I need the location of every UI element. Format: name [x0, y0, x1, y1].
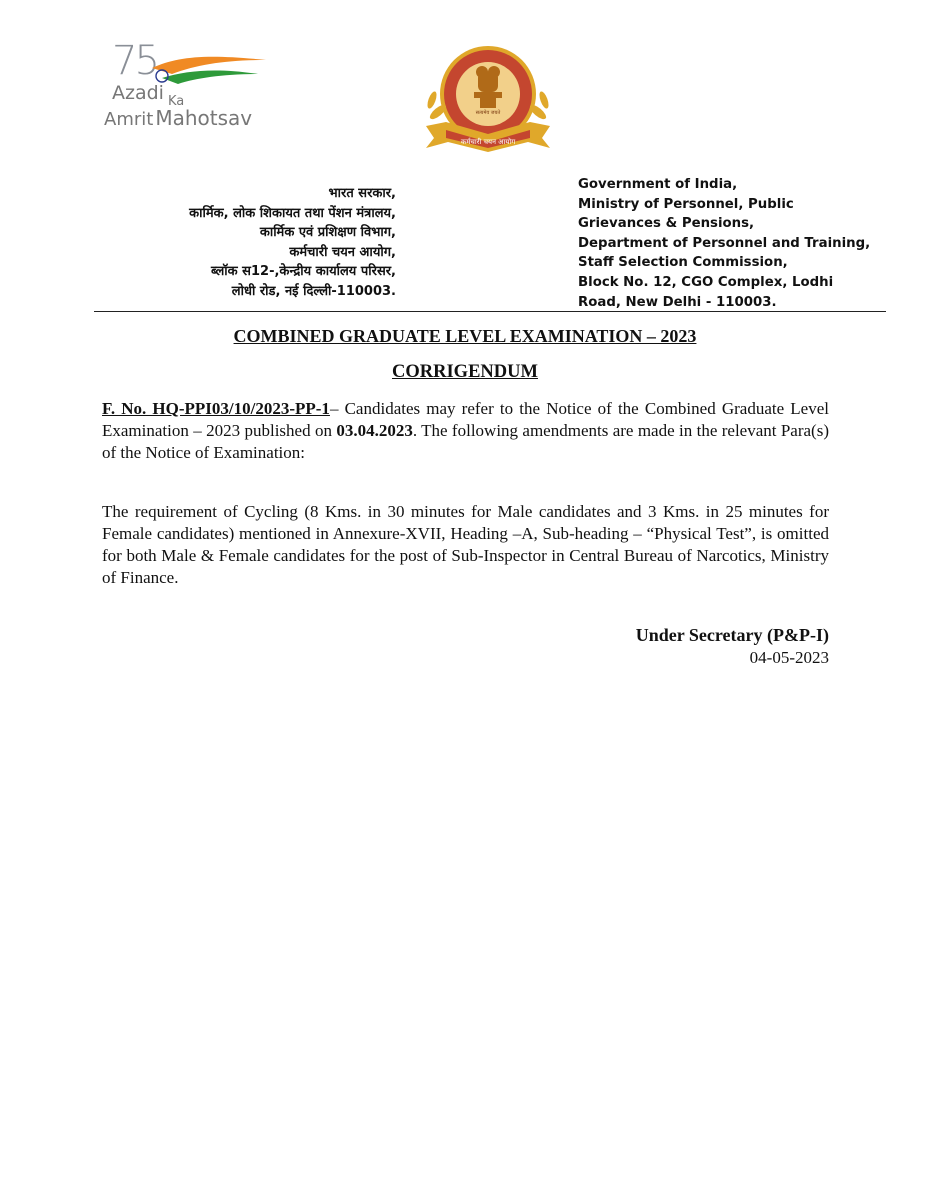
logo-text-line2: Amrit Mahotsav [104, 106, 253, 130]
english-line: Government of India, [578, 177, 738, 192]
hindi-line: ब्लॉक स12-,केन्द्रीय कार्यालय परिसर, [210, 264, 396, 279]
hindi-line: कार्मिक एवं प्रशिक्षण विभाग, [259, 225, 396, 240]
hindi-line: लोधी रोड, नई दिल्ली-110003. [231, 283, 396, 299]
signatory: Under Secretary (P&P-I) [635, 625, 829, 645]
logo-text-line1: Azadi $_{Ka}$ [112, 82, 185, 109]
english-line: Grievances & Pensions, [578, 216, 755, 232]
ssc-emblem-logo [418, 42, 558, 160]
english-line: Ministry of Personnel, Public [578, 196, 794, 212]
notice-date: 03.04.2023 [336, 421, 413, 440]
english-line: Staff Selection Commission, [578, 255, 788, 271]
intro-paragraph [102, 398, 829, 464]
amendment-paragraph: The requirement of Cycling (8 Kms. in 30 minutes for Male candidates and 3 Kms. in 25 minutes for Female candidates) mentioned in Annexure-XVII, Heading –A, Sub-heading – “Physical Test”, is omitted for both Male & Female candidates for the post of Sub-Inspector in Central Bureau of Narcotics, Ministry of Finance. [102, 502, 829, 587]
azadi-ka-amrit-mahotsav-logo [104, 38, 264, 133]
intro-text-2: . The following amendments are made in the relevant Para(s) of the Notice of Examination: [102, 421, 829, 462]
ssc-ribbon-text: कर्मचारी चयन आयोग [460, 138, 516, 146]
header-divider [94, 311, 886, 312]
signature-date: 04-05-2023 [749, 648, 829, 667]
english-line: Block No. 12, CGO Complex, Lodhi [578, 274, 834, 290]
english-line: Department of Personnel and Training, [578, 235, 871, 251]
english-address-block [578, 175, 898, 312]
logo-number: 75 [112, 38, 157, 84]
file-number: F. No. HQ-PPI03/10/2023-PP-1 [102, 399, 330, 418]
intro-text-1: – Candidates may refer to the Notice of the Combined Graduate Level Examination – 2023 published on [102, 399, 829, 440]
svg-text:सत्यमेव जयते: सत्यमेव जयते [475, 110, 501, 116]
hindi-line: कार्मिक, लोक शिकायत तथा पेंशन मंत्रालय, [189, 205, 396, 221]
corrigendum-heading: CORRIGENDUM [392, 362, 538, 382]
english-line: Road, New Delhi - 110003. [578, 294, 777, 310]
hindi-line: भारत सरकार, [328, 186, 396, 201]
hindi-line: कर्मचारी चयन आयोग, [289, 244, 396, 260]
exam-title: COMBINED GRADUATE LEVEL EXAMINATION – 2023 [233, 326, 697, 346]
hindi-address-block [110, 184, 396, 301]
